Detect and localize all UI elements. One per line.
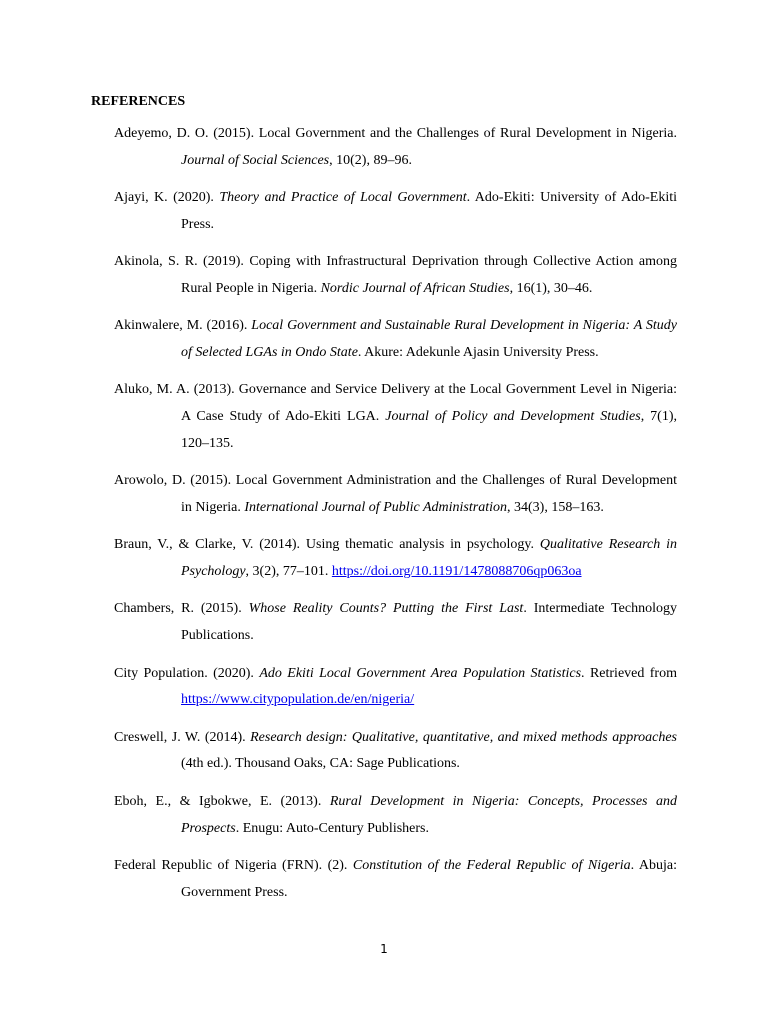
reference-details: . Intermediate Technology Publications. xyxy=(181,601,677,644)
reference-source-title: Rural Development in Nigeria: Concepts, Processes and Prospects xyxy=(181,793,677,836)
reference-details: . Ado-Ekiti: University of Ado-Ekiti Press. xyxy=(181,190,677,232)
reference-text: Aluko, M. A. (2013). Governance and Service Delivery at the Local Government Level in Nigeria: A Case Study of Ado-Ekiti LGA. xyxy=(114,382,677,425)
reference-source-title: Nordic Journal of African Studies xyxy=(320,280,510,296)
reference-source-title: Qualitative Research in Psychology xyxy=(181,537,677,580)
reference-text: Eboh, E., & Igbokwe, E. (2013). xyxy=(114,793,330,809)
reference-entry xyxy=(114,249,677,303)
reference-text: Ajayi, K. (2020). xyxy=(114,190,220,206)
reference-entry xyxy=(114,532,677,586)
reference-source-title: Whose Reality Counts? Putting the First Last xyxy=(248,601,524,617)
reference-text: Arowolo, D. (2015). Local Government Administration and the Challenges of Rural Development in Nigeria. xyxy=(114,473,677,516)
reference-entry xyxy=(114,853,677,907)
reference-details: . Akure: Adekunle Ajasin University Press. xyxy=(357,345,599,361)
reference-details: , 3(2), 77–101. xyxy=(245,564,332,580)
reference-entry xyxy=(114,725,677,779)
reference-details: , 10(2), 89–96. xyxy=(329,152,412,168)
reference-source-title: Journal of Social Sciences xyxy=(181,152,330,168)
reference-source-title: Local Government and Sustainable Rural Development in Nigeria: A Study of Selected LGAs in Ondo State xyxy=(181,318,678,361)
reference-entry xyxy=(114,377,677,457)
reference-details: . Enugu: Auto-Century Publishers. xyxy=(235,820,429,836)
reference-entry xyxy=(114,596,677,650)
reference-text: Akinwalere, M. (2016). xyxy=(114,318,252,334)
reference-entry xyxy=(114,313,677,367)
reference-text: Akinola, S. R. (2019). Coping with Infrastructural Deprivation through Collective Action among Rural People in Nigeria. xyxy=(114,254,677,296)
reference-source-title: Ado Ekiti Local Government Area Population Statistics xyxy=(259,665,582,681)
citypopulation-link[interactable]: https://www.citypopulation.de/en/nigeria/ xyxy=(181,692,415,708)
reference-text: Adeyemo, D. O. (2015). Local Government and the Challenges of Rural Development in Nigeria. xyxy=(114,126,677,141)
reference-text: City Population. (2020). xyxy=(114,665,260,681)
reference-entry xyxy=(114,789,677,843)
reference-source-title: Journal of Policy and Development Studies xyxy=(385,409,641,425)
reference-text: Federal Republic of Nigeria (FRN). (2). xyxy=(114,857,353,873)
reference-entry xyxy=(114,185,677,239)
reference-source-title: International Journal of Public Administration xyxy=(244,500,507,516)
reference-entry xyxy=(114,121,677,175)
reference-details: . Retrieved from xyxy=(581,665,677,681)
reference-details: , 34(3), 158–163. xyxy=(507,500,604,516)
reference-text: Chambers, R. (2015). xyxy=(114,601,249,617)
reference-text: Braun, V., & Clarke, V. (2014). Using thematic analysis in psychology. xyxy=(114,537,540,553)
page-number: 1 xyxy=(380,942,388,956)
reference-details: . Abuja: Government Press. xyxy=(181,857,677,900)
reference-source-title: Research design: Qualitative, quantitative, and mixed methods approaches xyxy=(250,729,677,745)
reference-text: Creswell, J. W. (2014). xyxy=(114,729,251,745)
reference-entry xyxy=(114,468,677,522)
reference-entry xyxy=(114,661,677,715)
references-heading: REFERENCES xyxy=(91,94,186,109)
reference-source-title: Theory and Practice of Local Government xyxy=(219,190,467,206)
reference-details: , 16(1), 30–46. xyxy=(509,280,593,296)
reference-details: (4th ed.). Thousand Oaks, CA: Sage Publications. xyxy=(181,756,460,772)
reference-source-title: Constitution of the Federal Republic of Nigeria xyxy=(352,857,631,873)
reference-list xyxy=(114,121,677,917)
reference-details: , 7(1), 120–135. xyxy=(181,409,677,451)
doi-link[interactable]: https://doi.org/10.1191/1478088706qp063oa xyxy=(331,564,582,580)
